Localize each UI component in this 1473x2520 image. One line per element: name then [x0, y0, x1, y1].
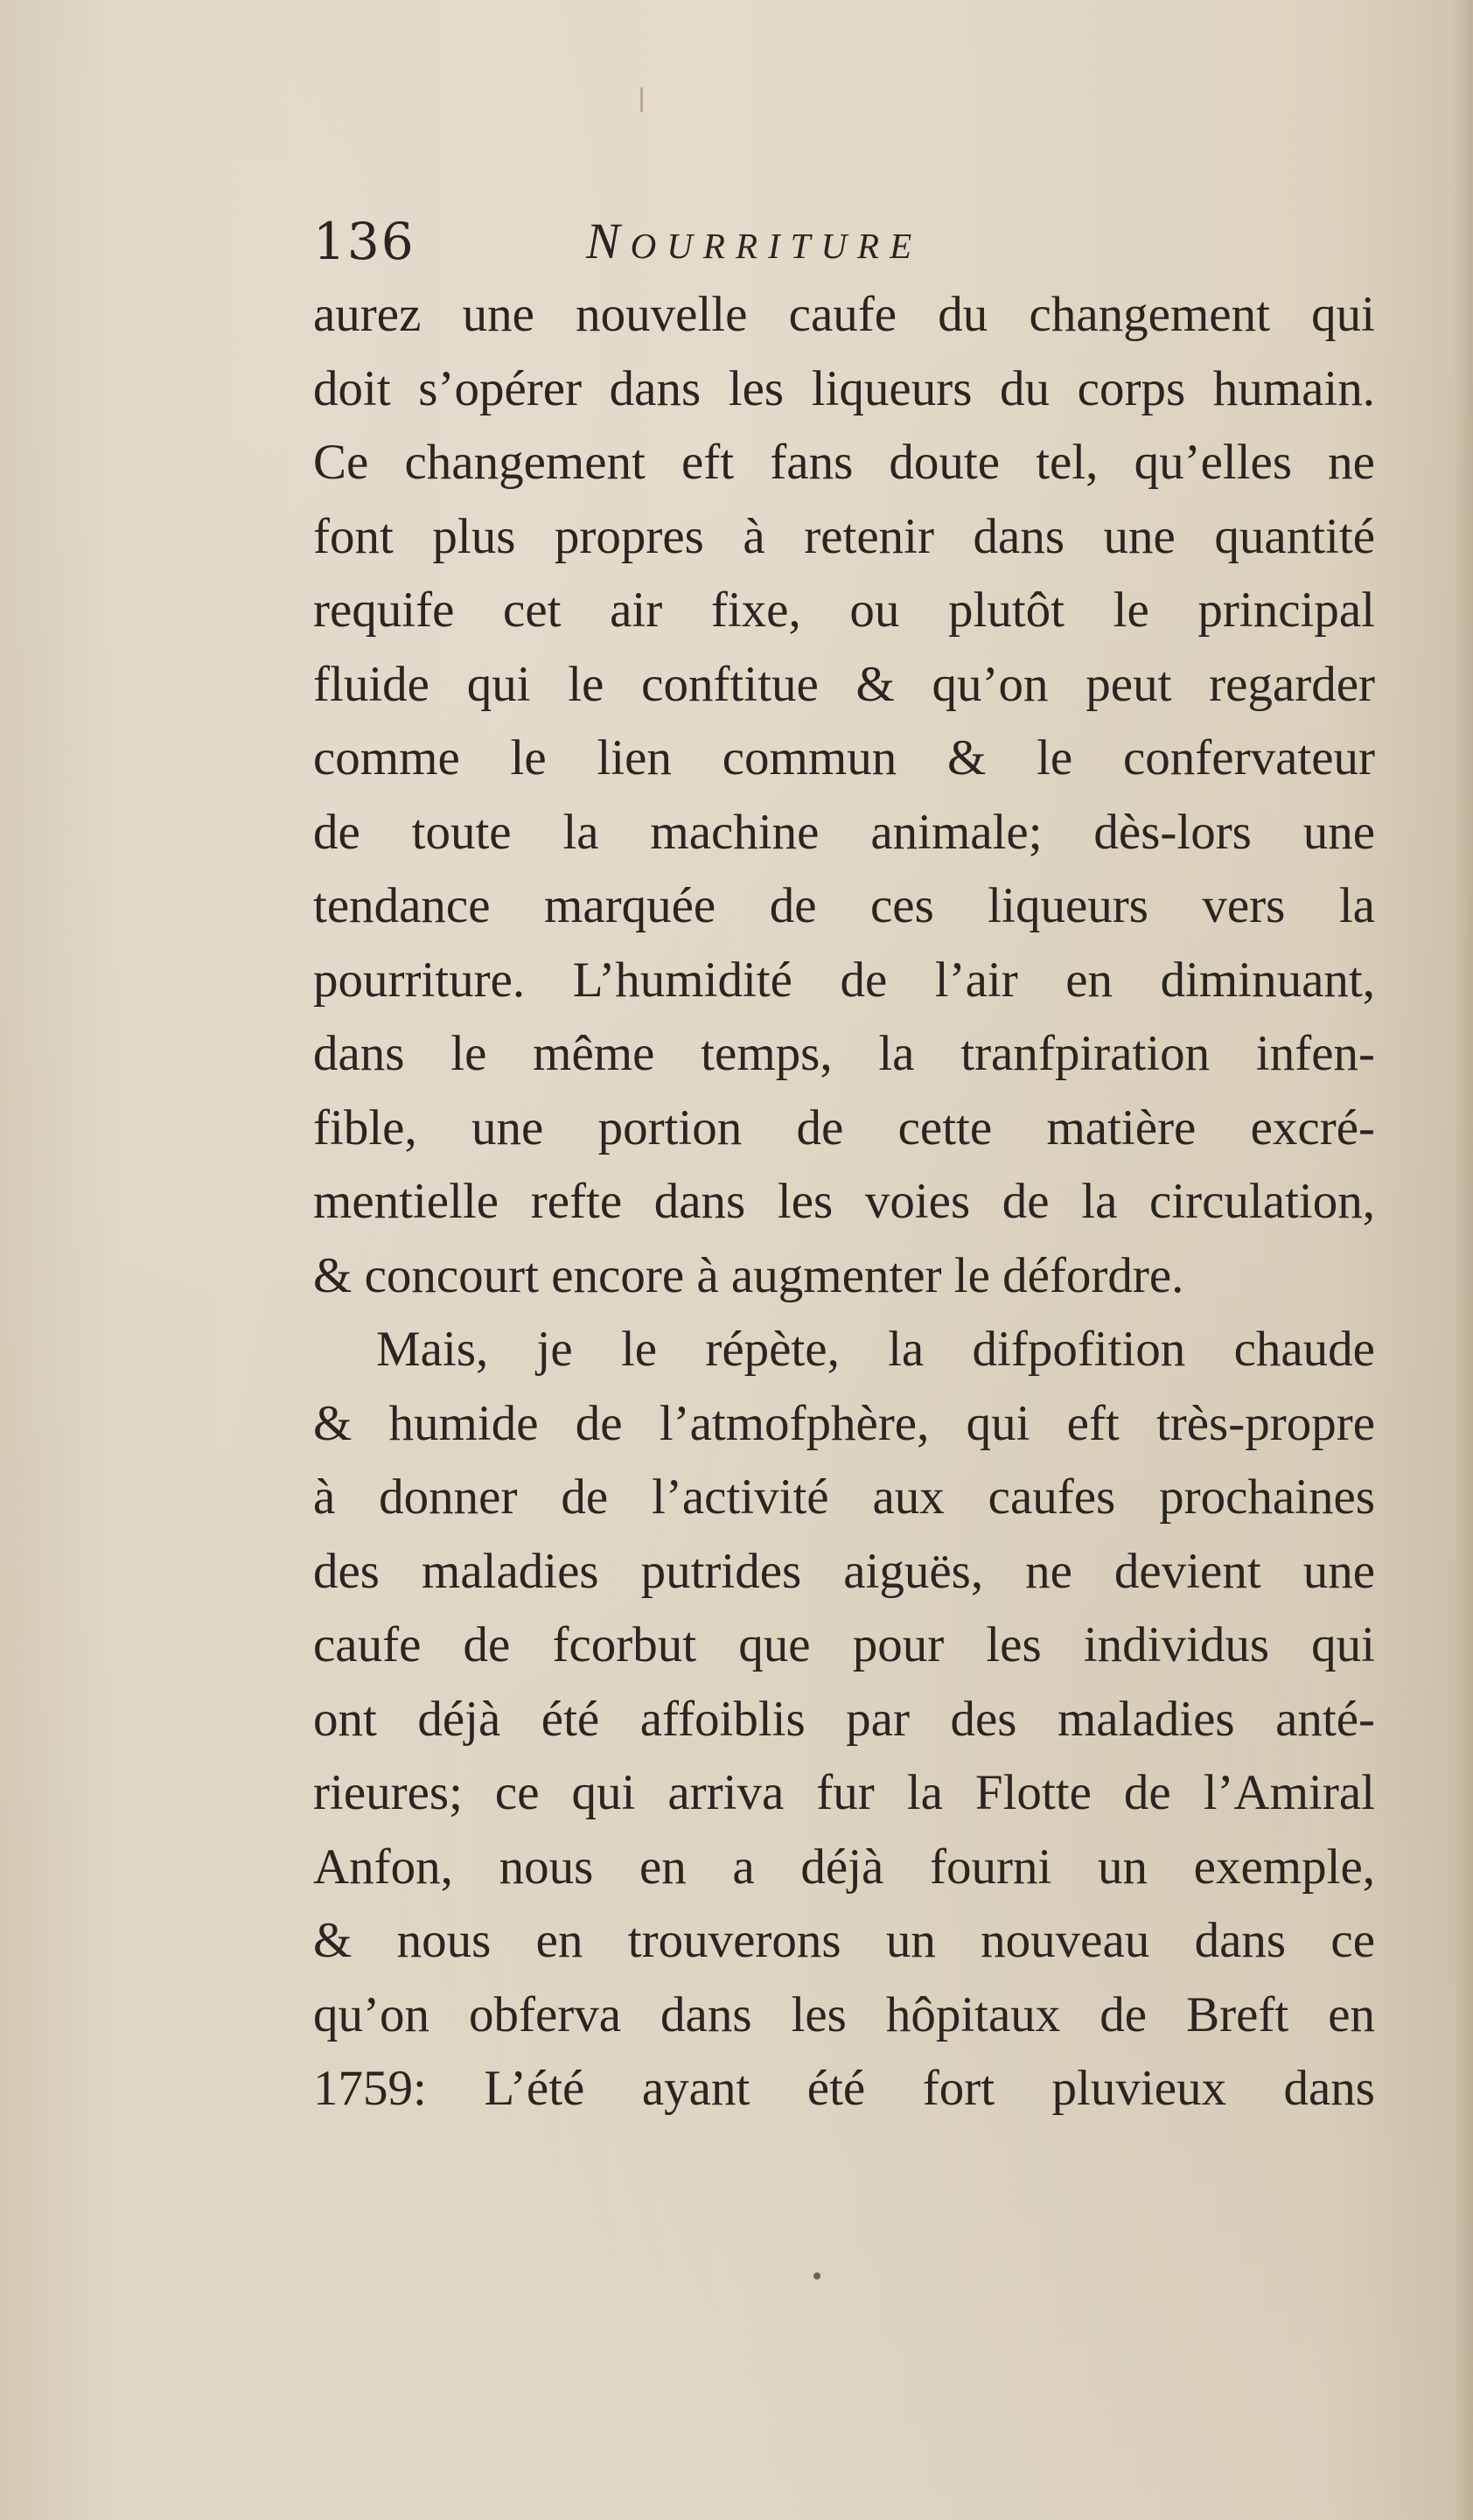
- ink-dot: [813, 2272, 820, 2279]
- body-text: [313, 278, 1375, 2126]
- text-line: & concourt encore à augmenter le défordre.: [313, 1247, 1184, 1303]
- text-line: rieures; ce qui arriva fur la Flotte de l’Amiral: [313, 1765, 1375, 1820]
- text-line: mentielle refte dans les voies de la circulation,: [313, 1174, 1375, 1229]
- paper-mark: [640, 87, 643, 112]
- text-line: de toute la machine animale; dès-lors une: [313, 804, 1375, 860]
- text-line: 1759: L’été ayant été fort pluvieux dans: [313, 2061, 1375, 2116]
- text-line: doit s’opérer dans les liqueurs du corps humain.: [313, 360, 1375, 416]
- text-line: comme le lien commun & le confervateur: [313, 730, 1375, 785]
- text-line: & humide de l’atmofphère, qui eft très-propre: [313, 1395, 1375, 1451]
- text-line: ont déjà été affoiblis par des maladies anté-: [313, 1691, 1375, 1747]
- text-line: dans le même temps, la tranfpiration infen-: [313, 1026, 1375, 1081]
- text-line: qu’on obferva dans les hôpitaux de Breft en: [313, 1986, 1375, 2042]
- text-line: Anfon, nous en a déjà fourni un exemple,: [313, 1839, 1375, 1895]
- page-number: 136: [313, 212, 415, 271]
- text-line: caufe de fcorbut que pour les individus qui: [313, 1617, 1375, 1672]
- text-line: requife cet air fixe, ou plutôt le principal: [313, 583, 1375, 638]
- text-line: pourriture. L’humidité de l’air en diminuant,: [313, 952, 1375, 1008]
- paragraph-first-line: Mais, je le répète, la difpofition chaude: [376, 1322, 1375, 1377]
- text-line: des maladies putrides aiguës, ne devient une: [313, 1543, 1375, 1599]
- text-line: à donner de l’activité aux caufes prochaines: [313, 1469, 1375, 1525]
- text-line: Ce changement eft fans doute tel, qu’elles ne: [313, 435, 1375, 490]
- page-edge-shadow: [1454, 0, 1473, 2520]
- text-line: tendance marquée de ces liqueurs vers la: [313, 878, 1375, 933]
- page-header: [313, 206, 1100, 276]
- running-title: Nourriture: [586, 213, 923, 269]
- text-line: & nous en trouverons un nouveau dans ce: [313, 1913, 1375, 1968]
- text-line: fluide qui le conftitue & qu’on peut regarder: [313, 656, 1375, 712]
- text-line: aurez une nouvelle caufe du changement qui: [313, 287, 1375, 342]
- text-line: font plus propres à retenir dans une quantité: [313, 508, 1375, 564]
- text-line: fible, une portion de cette matière excré-: [313, 1099, 1375, 1155]
